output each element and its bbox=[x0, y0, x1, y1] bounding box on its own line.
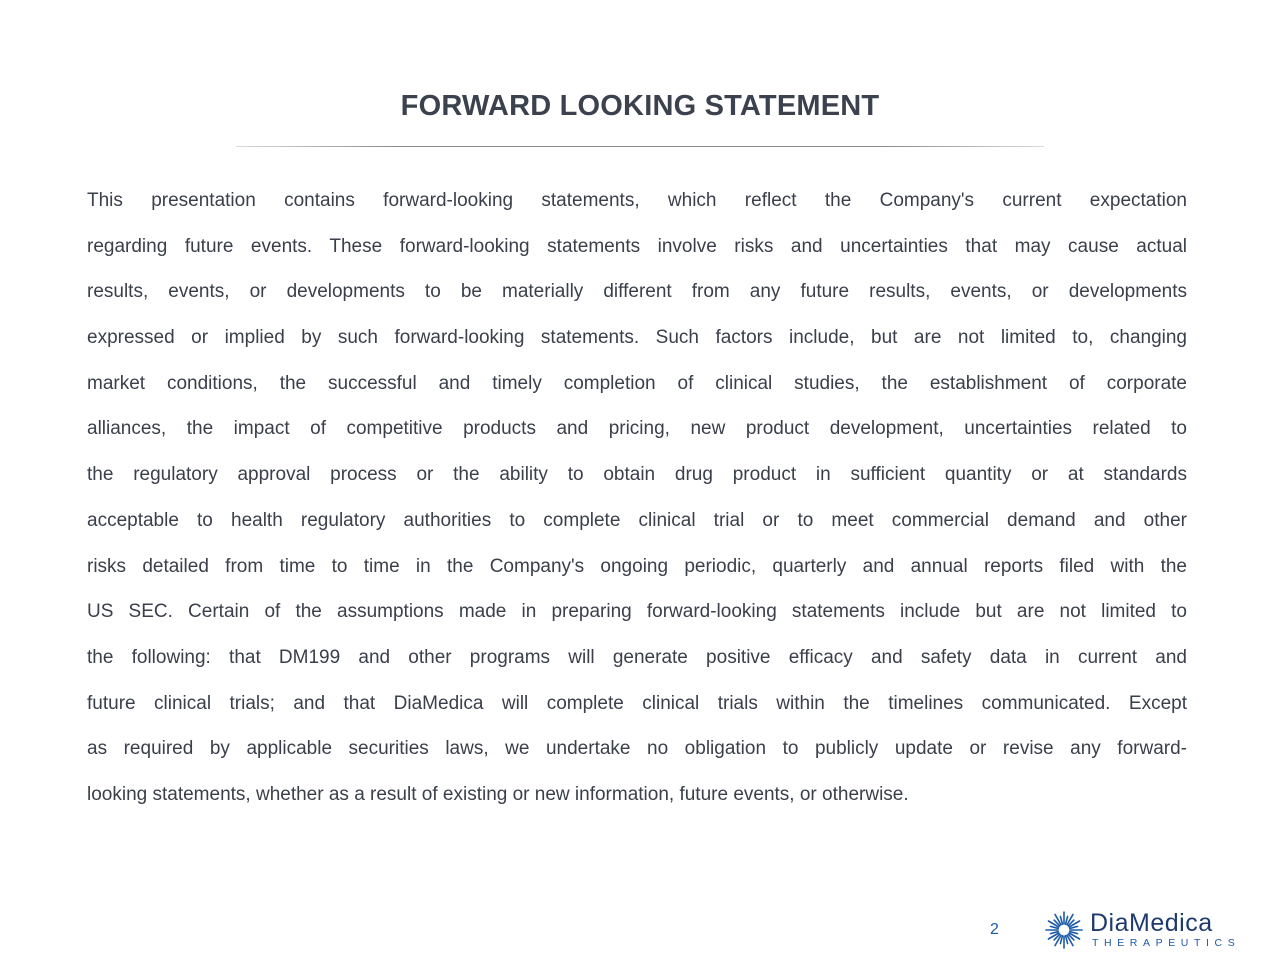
body-line: acceptable to health regulatory authorities to complete clinical trial or to meet commercial demand and other bbox=[87, 509, 1187, 531]
title-divider bbox=[236, 146, 1044, 147]
body-line: market conditions, the successful and timely completion of clinical studies, the establishment of corporate bbox=[87, 372, 1187, 394]
body-line: This presentation contains forward-looking statements, which reflect the Company's current expectation bbox=[87, 190, 1187, 211]
page-number: 2 bbox=[990, 921, 999, 938]
starburst-logo-icon bbox=[1044, 910, 1084, 950]
logo-subtitle: THERAPEUTICS bbox=[1092, 937, 1241, 949]
body-line: alliances, the impact of competitive products and pricing, new product development, uncertainties related to bbox=[87, 418, 1187, 440]
body-line: regarding future events. These forward-looking statements involve risks and uncertainties that may cause actual bbox=[87, 235, 1187, 257]
logo-name: DiaMedica bbox=[1090, 909, 1213, 937]
body-line: the regulatory approval process or the ability to obtain drug product in sufficient quantity or at standards bbox=[87, 464, 1187, 486]
body-line: risks detailed from time to time in the Company's ongoing periodic, quarterly and annual reports filed with the bbox=[87, 555, 1187, 577]
body-line: the following: that DM199 and other programs will generate positive efficacy and safety data in current and bbox=[87, 646, 1187, 668]
diamedica-logo bbox=[1044, 909, 1241, 950]
slide-title: FORWARD LOOKING STATEMENT bbox=[400, 90, 880, 122]
body-line: expressed or implied by such forward-looking statements. Such factors include, but are not limited to, changing bbox=[87, 327, 1187, 349]
body-line: US SEC. Certain of the assumptions made in preparing forward-looking statements include but are not limited to bbox=[87, 601, 1187, 623]
statement-body bbox=[87, 191, 1187, 831]
body-line: looking statements, whether as a result of existing or new information, future events, or otherwise. bbox=[87, 783, 909, 805]
body-line: results, events, or developments to be materially different from any future results, events, or developments bbox=[87, 281, 1187, 303]
body-line: as required by applicable securities laws, we undertake no obligation to publicly update or revise any forward- bbox=[87, 738, 1187, 760]
body-line: future clinical trials; and that DiaMedica will complete clinical trials within the timelines communicated. Except bbox=[87, 692, 1187, 714]
